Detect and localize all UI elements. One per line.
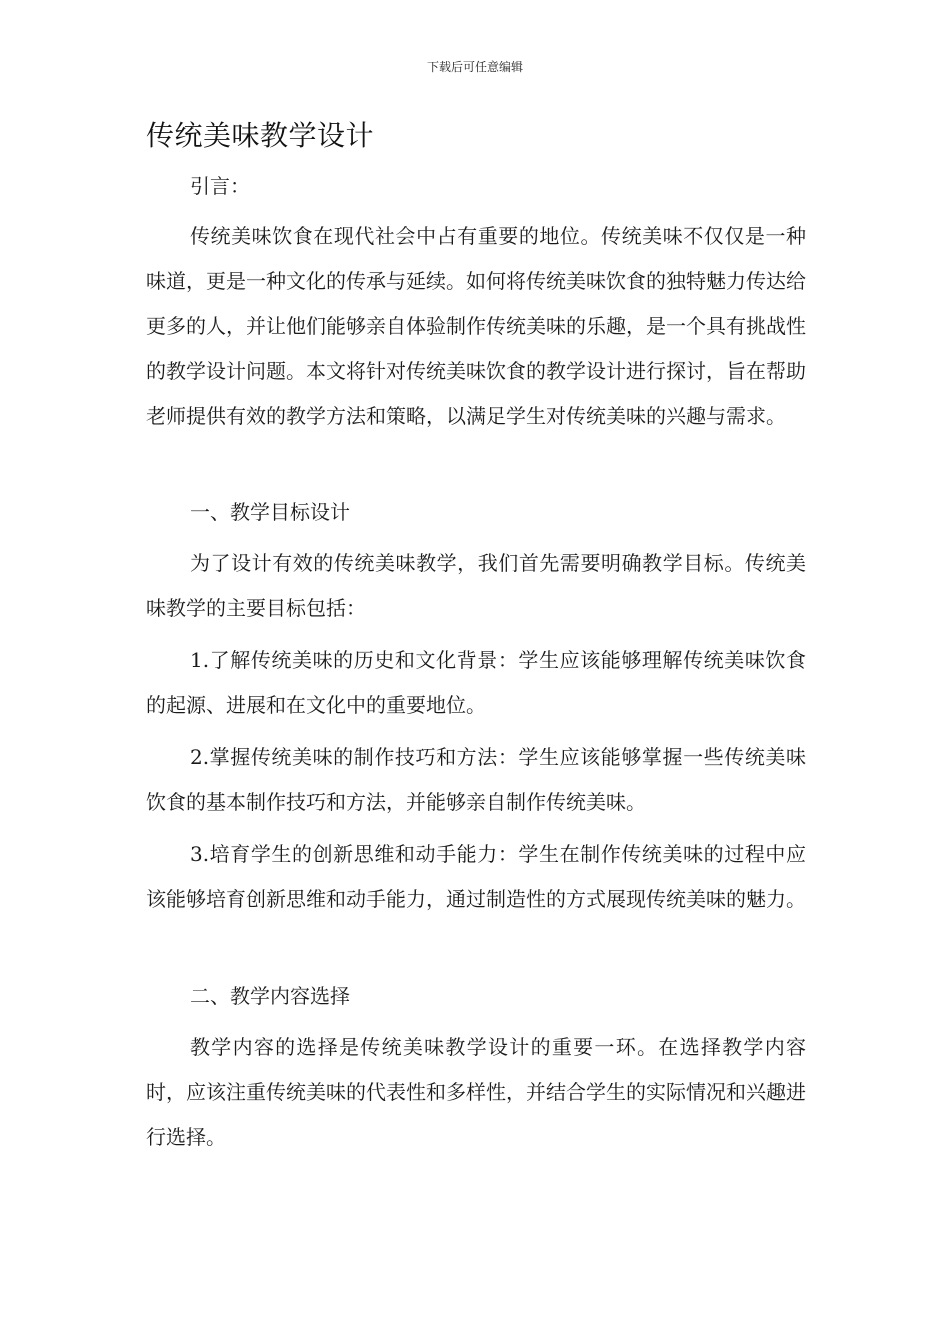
intro-block bbox=[146, 214, 806, 439]
intro-paragraph: 传统美味饮食在现代社会中占有重要的地位。传统美味不仅仅是一种味道，更是一种文化的传承与延续。如何将传统美味饮食的独特魅力传达给更多的人，并让他们能够亲自体验制作传统美味的乐趣，是一个具有挑战性的教学设计问题。本文将针对传统美味饮食的教学设计进行探讨，旨在帮助老师提供有效的教学方法和策略，以满足学生对传统美味的兴趣与需求。 bbox=[146, 224, 806, 428]
section1-heading: 一、教学目标设计 bbox=[190, 500, 350, 524]
goal-item-2: 2.掌握传统美味的制作技巧和方法：学生应该能够掌握一些传统美味饮食的基本制作技巧和方法，并能够亲自制作传统美味。 bbox=[146, 745, 806, 814]
goal-item-3: 3.培育学生的创新思维和动手能力：学生在制作传统美味的过程中应该能够培育创新思维和动手能力，通过制造性的方式展现传统美味的魅力。 bbox=[146, 842, 806, 911]
document-title: 传统美味教学设计 bbox=[146, 119, 375, 152]
goal-item-1: 1.了解传统美味的历史和文化背景：学生应该能够理解传统美味饮食的起源、进展和在文化中的重要地位。 bbox=[146, 648, 806, 717]
section2-heading-block bbox=[146, 974, 806, 1019]
section2-paragraph: 教学内容的选择是传统美味教学设计的重要一环。在选择教学内容时，应该注重传统美味的代表性和多样性，并结合学生的实际情况和兴趣进行选择。 bbox=[146, 1035, 806, 1149]
header-note: 下载后可任意编辑 bbox=[426, 60, 523, 74]
goal1-block bbox=[146, 638, 806, 728]
section1-heading-block bbox=[146, 490, 806, 535]
goal3-block bbox=[146, 832, 806, 922]
section2-paragraph-block bbox=[146, 1025, 806, 1160]
document-body bbox=[146, 164, 806, 209]
section2-heading: 二、教学内容选择 bbox=[190, 984, 350, 1008]
intro-label: 引言： bbox=[190, 174, 250, 198]
section1-paragraph: 为了设计有效的传统美味教学，我们首先需要明确教学目标。传统美味教学的主要目标包括： bbox=[146, 551, 806, 620]
section1-paragraph-block bbox=[146, 541, 806, 631]
goal2-block bbox=[146, 735, 806, 825]
